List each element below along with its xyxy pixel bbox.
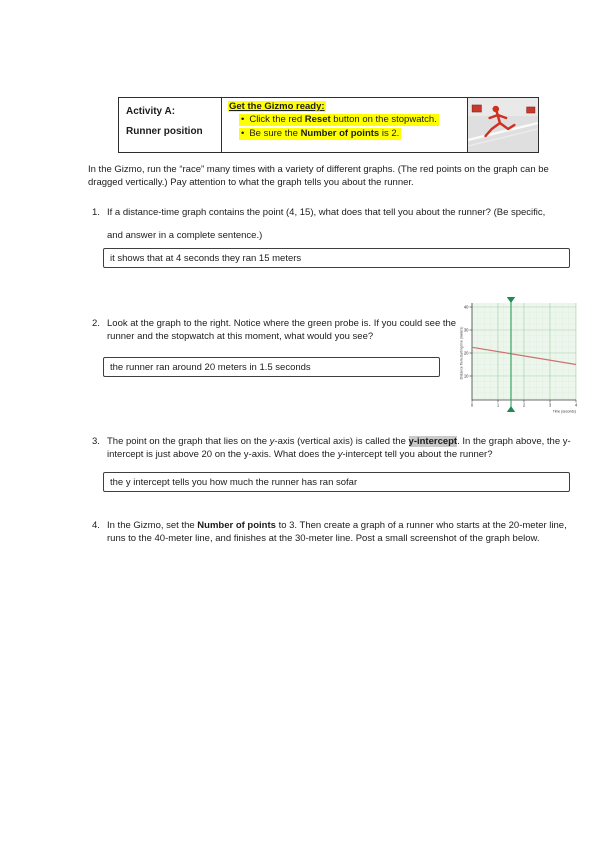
bullet2-text-bold: Number of points	[300, 128, 380, 139]
question-3-seg1: The point on the graph that lies on the	[107, 436, 270, 447]
runner-icon	[468, 98, 538, 152]
question-1	[92, 206, 572, 242]
question-1-number: 1.	[92, 207, 100, 218]
gizmo-ready-title: Get the Gizmo ready:	[229, 101, 325, 112]
bullet2-text-pre: Be sure the	[249, 128, 301, 139]
x-tick-2: 2	[522, 402, 526, 408]
runner-image-cell	[468, 98, 538, 152]
probe-handle-top[interactable]	[507, 297, 515, 303]
activity-title-cell	[119, 98, 222, 152]
bullet-icon	[239, 114, 249, 125]
y-tick-30: 30	[463, 327, 469, 333]
bullet-icon	[239, 128, 249, 139]
question-1-line1: If a distance-time graph contains the point (4, 15), what does that tell you about the runner? (Be specific,	[107, 207, 546, 218]
intro-paragraph: In the Gizmo, run the “race” many times with a variety of different graphs. (The red points on the graph can be dragged vertically.) Pay attention to what the graph tells you about the runner.	[88, 164, 549, 188]
question-1-line2: and answer in a complete sentence.)	[107, 230, 263, 241]
question-3-number: 3.	[92, 436, 100, 447]
bullet2-text-post: is 2.	[379, 128, 400, 139]
question-3-seg6: y	[337, 449, 343, 460]
activity-name: Runner position	[126, 126, 203, 137]
answer-box-1[interactable]	[103, 248, 570, 268]
question-4	[92, 519, 570, 545]
y-tick-10: 10	[463, 373, 469, 379]
answer-box-2[interactable]	[103, 357, 440, 377]
question-2	[92, 317, 464, 343]
question-4-seg1: In the Gizmo, set the	[107, 520, 198, 531]
probe-handle-bottom[interactable]	[507, 406, 515, 412]
activity-label: Activity A:	[126, 106, 176, 117]
x-axis-label: Time (seconds)	[552, 409, 576, 414]
question-2-text: Look at the graph to the right. Notice where the green probe is. If you could see the runner and the stopwatch at this moment, what would you see?	[107, 318, 457, 342]
question-4-seg2: Number of points	[197, 520, 276, 531]
activity-header-table	[118, 97, 539, 153]
x-tick-1: 1	[496, 402, 500, 408]
y-tick-20: 20	[463, 350, 469, 356]
bullet1-text-bold: Reset	[304, 114, 331, 125]
x-tick-3: 3	[548, 402, 552, 408]
x-tick-4: 4	[574, 402, 578, 408]
question-3-seg7: -intercept tell you about the runner?	[342, 449, 493, 460]
answer-box-3[interactable]	[103, 472, 570, 492]
question-3-seg3: -axis (vertical axis) is called the	[274, 436, 409, 447]
bullet1-text-pre: Click the red	[249, 114, 305, 125]
question-3-seg5: . In the graph above, the y-intercept is just above 20 on the y-axis. What does the	[107, 436, 571, 460]
gizmo-instructions-cell	[222, 98, 468, 152]
question-3-seg2: y	[269, 436, 275, 447]
question-3	[92, 435, 573, 461]
list-item	[239, 128, 464, 140]
question-4-seg3: to 3. Then create a graph of a runner who starts at the 20-meter line, runs to the 40-meter line, and finishes at the 30-meter line. Post a small screenshot of the graph below.	[107, 520, 567, 544]
y-intercept-highlight: y-intercept	[408, 436, 458, 447]
distance-time-graph-svg	[458, 295, 582, 415]
distance-time-graph	[458, 295, 582, 415]
y-axis-label: Distance from starting line (meters)	[459, 326, 464, 380]
question-4-number: 4.	[92, 520, 100, 531]
x-tick-0: 0	[470, 402, 474, 408]
y-tick-40: 40	[463, 304, 469, 310]
question-2-number: 2.	[92, 318, 100, 329]
bullet1-text-post: button on the stopwatch.	[330, 114, 437, 125]
list-item	[239, 114, 464, 126]
